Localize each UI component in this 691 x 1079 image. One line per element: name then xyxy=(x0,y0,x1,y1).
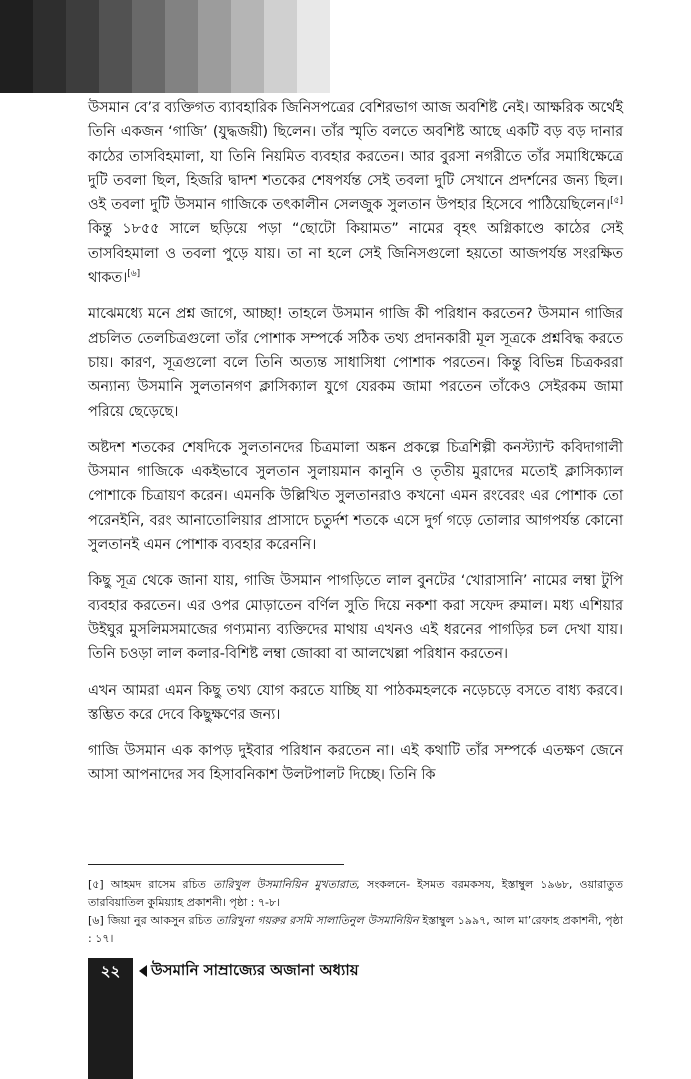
footnote-6 xyxy=(88,912,623,948)
grayscale-swatch xyxy=(231,0,264,93)
grayscale-swatch xyxy=(198,0,231,93)
page-number: ২২ xyxy=(100,962,121,980)
grayscale-swatch xyxy=(66,0,99,93)
grayscale-swatch xyxy=(0,0,33,93)
paragraph-5: এখন আমরা এমন কিছু তথ্য যোগ করতে যাচ্ছি যা পাঠকমহলকে নড়েচড়ে বসতে বাধ্য করবে। স্তম্ভিত করে দেবে কিছুক্ষণের জন্য। xyxy=(88,682,623,723)
footnote-ref-5[interactable]: [৫] xyxy=(610,196,623,207)
footnote-5-post: সংকলনে- ইসমত বরমকসয, ইস্তাম্বুল ১৯৬৮, ওয়ারাতুত তারবিয়াতিল কুমিয়্যাহ প্রকাশনী। পৃষ্ঠা : ৭-৮। xyxy=(88,878,623,909)
grayscale-swatch xyxy=(297,0,330,93)
footnote-ref-6[interactable]: [৬] xyxy=(127,269,141,280)
footnote-divider xyxy=(88,864,344,865)
page-body xyxy=(88,96,623,800)
footnote-5 xyxy=(88,876,623,912)
grayscale-swatch xyxy=(33,0,66,93)
footnote-5-pre: আহমদ রাসেম রচিত xyxy=(103,878,214,891)
grayscale-calibration-bar xyxy=(0,0,330,93)
footnotes xyxy=(88,876,623,948)
grayscale-swatch xyxy=(99,0,132,93)
grayscale-swatch xyxy=(165,0,198,93)
footnote-6-number: [৬] xyxy=(88,914,104,927)
footnote-6-pre: জিয়া নুর আকসুন রচিত xyxy=(103,914,216,927)
paragraph-4: কিছু সূত্র থেকে জানা যায়, গাজি উসমান পাগড়িতে লাল বুনটের ‘খোরাসানি’ নামের লম্বা টুপি ব্যবহার করতেন। এর ওপর মোড়াতেন বর্ণিল সুতি দিয়ে নকশা করা সফেদ রুমাল। মধ্য এশিয়ার উইঘুর মুসলিমসমাজের গণ্যমান্য ব্যক্তিদের মাথায় এখনও এই ধরনের পাগড়ির চল দেখা যায়। তিনি চওড়া লাল কলার-বিশিষ্ট লম্বা জোব্বা বা আলখেল্লা পরিধান করতেন। xyxy=(88,573,623,663)
running-title: উসমানি সাম্রাজ্যের অজানা অধ্যায় xyxy=(151,961,359,979)
paragraph-1 xyxy=(88,96,623,290)
paragraph-6: গাজি উসমান এক কাপড় দুইবার পরিধান করতেন না। এই কথাটি তাঁর সম্পর্কে এতক্ষণ জেনে আসা আপনাদের সব হিসাবনিকাশ উলটপালট দিচ্ছে। তিনি কি xyxy=(88,743,623,784)
footnote-5-title: তারিখুল উসমানিয়িন মুখতারাত, xyxy=(213,878,361,891)
footnote-5-number: [৫] xyxy=(88,878,104,891)
grayscale-swatch xyxy=(264,0,297,93)
grayscale-swatch xyxy=(132,0,165,93)
footnote-6-post: ইস্তাম্বুল ১৯৯৭, আল মা’রেফাহ প্রকাশনী, পৃষ্ঠা : ১৭। xyxy=(88,914,623,945)
paragraph-1-text-a: উসমান বে’র ব্যক্তিগত ব্যাবহারিক জিনিসপত্রের বেশিরভাগ আজ অবশিষ্ট নেই। আক্ষরিক অর্থেই তিনি একজন ‘গাজি’ (যুদ্ধজয়ী) ছিলেন। তাঁর স্মৃতি বলতে অবশিষ্ট আছে একটি বড় বড় দানার কাঠের তাসবিহমালা, যা তিনি নিয়মিত ব্যবহার করতেন। আর বুরসা নগরীতে তাঁর সমাধিক্ষেত্রে দুটি তবলা ছিল, হিজরি দ্বাদশ শতকের শেষপর্যন্ত সেই তবলা দুটি সেখানে প্রদর্শনের জন্য ছিল। ওই তবলা দুটি উসমান গাজিকে তৎকালীন সেলজুক সুলতান উপহার হিসেবে পাঠিয়েছিলেন। xyxy=(88,100,623,214)
paragraph-1-text-b: কিন্তু ১৮৫৫ সালে ছড়িয়ে পড়া “ছোটো কিয়ামত” নামের বৃহৎ অগ্নিকাণ্ডে কাঠের সেই তাসবিহমালা ও তবলা পুড়ে যায়। তা না হলে সেই জিনিসগুলো হয়তো আজপর্যন্ত সংরক্ষিত থাকত। xyxy=(88,221,623,287)
paragraph-3: অষ্টদশ শতকের শেষদিকে সুলতানদের চিত্রমালা অঙ্কন প্রকল্পে চিত্রশিল্পী কনস্ট্যান্ট কবিদাগালী উসমান গাজিকে একইভাবে সুলতান সুলায়মান কানুনি ও তৃতীয় মুরাদের মতোই ক্লাসিক্যাল পোশাকে চিত্রায়ণ করেন। এমনকি উল্লিখিত সুলতানরাও কখনো এমন রংবেরং এর পোশাক তো পরেনইনি, বরং আনাতোলিয়ার প্রাসাদে চতুর্দশ শতকে এসে দুর্গ গড়ে তোলার আগপর্যন্ত কোনো সুলতানই এমন পোশাক ব্যবহার করেননি। xyxy=(88,439,623,554)
paragraph-2: মাঝেমধ্যে মনে প্রশ্ন জাগে, আচ্ছা! তাহলে উসমান গাজি কী পরিধান করতেন? উসমান গাজির প্রচলিত তেলচিত্রগুলো তাঁর পোশাক সম্পর্কে সঠিক তথ্য প্রদানকারী মূল সূত্রকে প্রশ্নবিদ্ধ করতে চায়। কারণ, সূত্রগুলো বলে তিনি অত্যন্ত সাধাসিধা পোশাক পরতেন। কিন্তু বিভিন্ন চিত্রকররা অন্যান্য উসমানি সুলতানগণ ক্লাসিক্যাল যুগে যেরকম জামা পরতেন তাঁকেও সেইরকম জামা পরিয়ে ছেড়েছে। xyxy=(88,306,623,420)
triangle-marker-icon xyxy=(139,965,147,977)
footnote-6-title: তারিখুনা গয়রুর রসমি সালাতিনুল উসমানিয়িন xyxy=(215,914,419,927)
